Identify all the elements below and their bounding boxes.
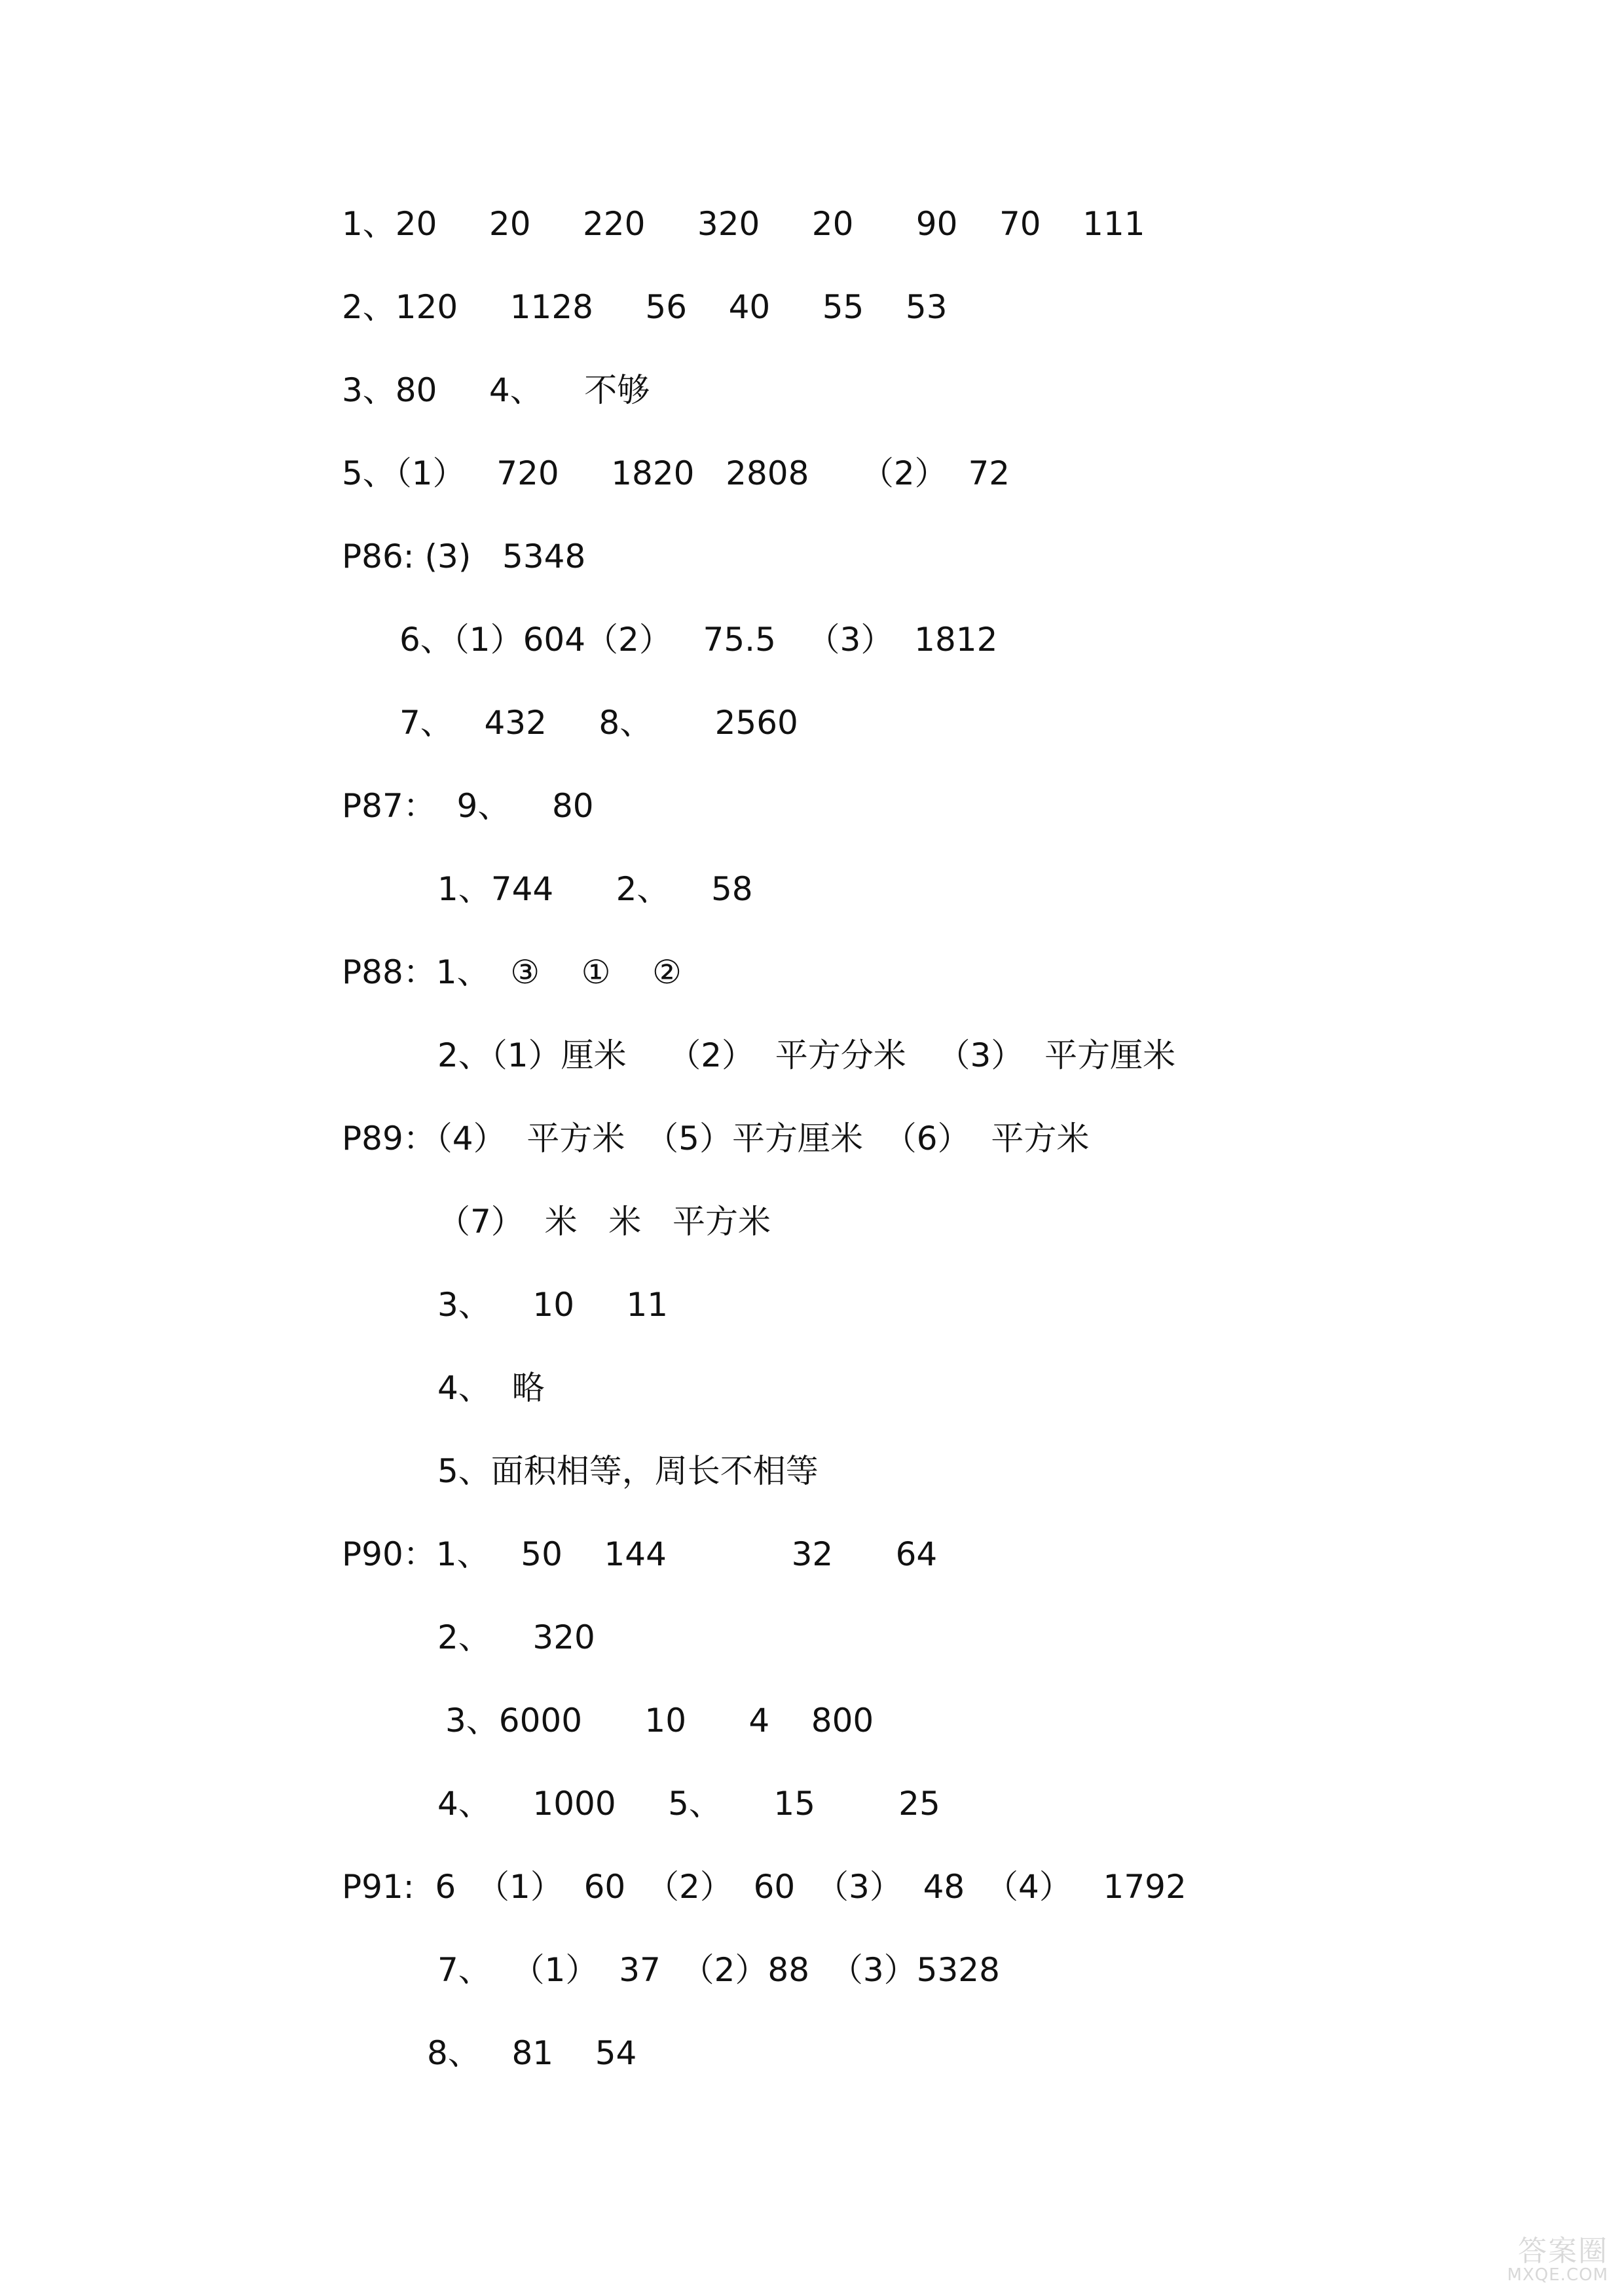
answer-line-p91: P91: 6 （1） 60 （2） 60 （3） 48 （4） 1792 bbox=[342, 1868, 1187, 1906]
answer-line-p91-8: 8、 81 54 bbox=[427, 2034, 637, 2072]
answer-line-p88: P88：1、 ③ ① ② bbox=[342, 953, 682, 991]
answer-line-1: 1、20 20 220 320 20 90 70 111 bbox=[342, 205, 1145, 243]
answer-line-p89-5: 5、面积相等，周长不相等 bbox=[437, 1452, 819, 1490]
answer-line-p89-7: （7） 米 米 平方米 bbox=[437, 1203, 771, 1241]
watermark-logo bbox=[1507, 2234, 1608, 2285]
answer-line-3: 3、80 4、 不够 bbox=[342, 371, 650, 409]
answer-line-p87: P87： 9、 80 bbox=[342, 787, 594, 825]
answer-line-p89-3: 3、 10 11 bbox=[437, 1286, 669, 1324]
answer-line-2: 2、120 1128 56 40 55 53 bbox=[342, 288, 948, 326]
answer-line-p91-7: 7、 （1） 37 （2）88 （3）5328 bbox=[437, 1951, 1000, 1989]
watermark-main: 答案圈 bbox=[1518, 2234, 1608, 2268]
answer-line-p87-sub: 1、744 2、 58 bbox=[437, 870, 753, 908]
answer-line-6: 6、（1）604（2） 75.5 （3） 1812 bbox=[399, 621, 998, 659]
answer-line-p90-4: 4、 1000 5、 15 25 bbox=[437, 1785, 940, 1823]
answer-line-p88-sub: 2、（1）厘米 （2） 平方分米 （3） 平方厘米 bbox=[437, 1036, 1176, 1074]
watermark-sub: MXQE.COM bbox=[1507, 2265, 1608, 2285]
answer-line-p90-2: 2、 320 bbox=[437, 1618, 595, 1656]
answer-line-p86: P86: (3) 5348 bbox=[342, 538, 586, 575]
answer-line-p89-4: 4、 略 bbox=[437, 1369, 545, 1407]
answer-line-p89: P89：（4） 平方米 （5）平方厘米 （6） 平方米 bbox=[342, 1120, 1090, 1157]
answer-line-p90: P90：1、 50 144 32 64 bbox=[342, 1535, 938, 1573]
answer-line-4: 5、（1） 720 1820 2808 （2） 72 bbox=[342, 454, 1010, 492]
answer-line-p90-3: 3、6000 10 4 800 bbox=[445, 1702, 874, 1740]
answer-line-7: 7、 432 8、 2560 bbox=[399, 704, 798, 742]
